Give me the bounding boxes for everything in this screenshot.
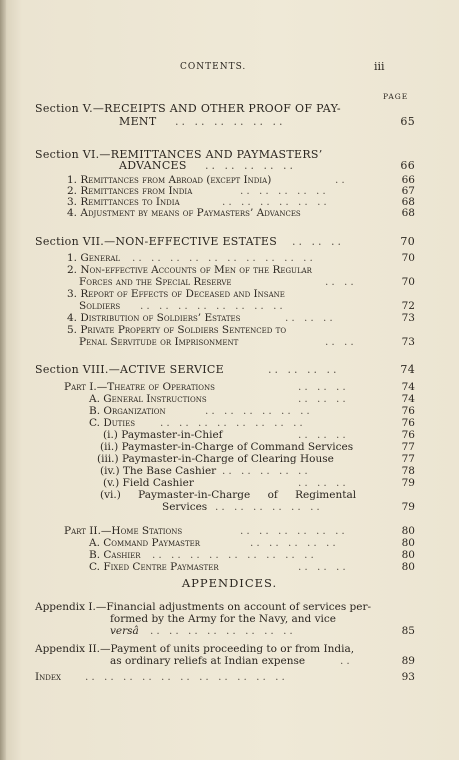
leader-dots: ..	[340, 655, 353, 667]
page-ref: 80	[401, 525, 415, 537]
page-ref: 70	[401, 276, 415, 288]
leader-dots: .. .. .. .. .. ..	[175, 115, 286, 128]
leader-dots: .. .. .. .. .. .. .. .. .. .. ..	[85, 671, 288, 683]
leader-dots: .. .. ..	[298, 393, 349, 405]
leader-dots: .. .. .. .. .. ..	[222, 196, 330, 208]
leader-dots: .. .. .. .. ..	[205, 159, 296, 172]
leader-dots: .. .. .. .. .. .. .. .. .. ..	[132, 252, 316, 264]
page-ref: 66	[400, 159, 415, 172]
item-label: (iv.) The Base Cashier	[100, 465, 217, 477]
page-ref: 73	[401, 336, 415, 348]
leader-dots: .. .. ..	[285, 312, 336, 324]
leader-dots: .. .. .. .. ..	[222, 465, 311, 477]
appendix-heading: Appendix I.—Financial adjustments on account of services per-	[35, 601, 372, 613]
page-ref: 76	[401, 417, 415, 429]
leader-dots: .. ..	[325, 336, 357, 348]
leader-dots: .. .. .. .. ..	[250, 537, 339, 549]
page-ref: 77	[401, 441, 415, 453]
page-ref: 93	[401, 671, 415, 683]
page-ref: 65	[400, 115, 415, 128]
leader-dots: .. .. .. .. .. .. .. .. ..	[152, 549, 317, 561]
leader-dots: .. ..	[325, 276, 357, 288]
page-gutter	[0, 0, 6, 760]
item-label-cont: Soldiers	[79, 300, 121, 312]
item-label: C. Duties	[89, 417, 135, 429]
item-label: A. Command Paymaster	[89, 537, 201, 549]
page-ref: 72	[401, 300, 415, 312]
item-label: 1. General	[67, 252, 121, 264]
section-heading-cont: ADVANCES	[119, 159, 187, 172]
page-ref: 66	[401, 174, 415, 186]
item-label: 1. Remittances from Abroad (except India)	[67, 174, 272, 186]
leader-dots: .. .. .. .. .. .. .. ..	[140, 300, 286, 312]
appendix-heading: Appendix II.—Payment of units proceeding to or from India,	[35, 643, 355, 655]
appendix-heading-cont: as ordinary reliefs at Indian expense	[110, 655, 306, 667]
item-label: Part I.—Theatre of Operations	[64, 381, 215, 393]
leader-dots: .. .. ..	[298, 477, 349, 489]
page-ref: 79	[401, 501, 415, 513]
appendix-heading-cont: versâ	[110, 625, 139, 637]
appendix-heading-cont: formed by the Army for the Navy, and vice	[110, 613, 336, 625]
leader-dots: .. .. .. .. .. .. .. ..	[150, 625, 296, 637]
item-label: (i.) Paymaster-in-Chief	[103, 429, 223, 441]
item-label: C. Fixed Centre Paymaster	[89, 561, 219, 573]
page-ref: 74	[401, 381, 415, 393]
leader-dots: .. .. .. .. .. ..	[205, 405, 313, 417]
page-ref: 80	[401, 549, 415, 561]
item-label: (v.) Field Cashier	[103, 477, 194, 489]
page-ref: 80	[401, 537, 415, 549]
page-ref: 68	[401, 207, 415, 219]
page-ref: 78	[401, 465, 415, 477]
page-ref: 79	[401, 477, 415, 489]
page-ref: 76	[401, 429, 415, 441]
leader-dots: .. .. .. ..	[268, 363, 340, 376]
item-label-cont: Penal Servitude or Imprisonment	[79, 336, 239, 348]
item-label: A. General Instructions	[89, 393, 207, 405]
appendices-heading: APPENDICES.	[181, 576, 278, 590]
page-ref: 76	[401, 405, 415, 417]
page-column-label: PAGE	[383, 92, 409, 101]
item-label: 5. Private Property of Soldiers Sentenced to	[67, 324, 287, 336]
leader-dots: .. .. ..	[298, 561, 349, 573]
item-label: Part II.—Home Stations	[64, 525, 183, 537]
leader-dots: .. .. ..	[298, 429, 349, 441]
leader-dots: .. .. ..	[292, 235, 344, 248]
section-heading: Section VII.—NON-EFFECTIVE ESTATES	[35, 235, 278, 248]
item-label: 4. Adjustment by means of Paymasters’ Advances	[67, 207, 301, 219]
item-label: 4. Distribution of Soldiers’ Estates	[67, 312, 241, 324]
section-heading: Section V.—RECEIPTS AND OTHER PROOF OF PAY-	[35, 102, 341, 115]
leader-dots: .. .. .. .. .. ..	[240, 525, 348, 537]
section-heading: Section VI.—REMITTANCES AND PAYMASTERS’	[35, 148, 323, 161]
item-label: (ii.) Paymaster-in-Charge of Command Services	[100, 441, 354, 453]
section-heading-cont: MENT	[119, 115, 157, 128]
page-ref: 74	[401, 393, 415, 405]
index-label: Index	[35, 671, 61, 683]
page-ref: 74	[400, 363, 415, 376]
page-ref: 80	[401, 561, 415, 573]
page-ref: 73	[401, 312, 415, 324]
leader-dots: ..	[335, 174, 348, 186]
item-label: (iii.) Paymaster-in-Charge of Clearing House	[97, 453, 334, 465]
page-ref: 67	[401, 185, 415, 197]
page-ref: 70	[401, 252, 415, 264]
page-ref: 89	[401, 655, 415, 667]
item-label: 2. Non-effective Accounts of Men of the Regular	[67, 264, 312, 276]
page-ref: 68	[401, 196, 415, 208]
item-label: B. Organization	[89, 405, 166, 417]
item-label: B. Cashier	[89, 549, 141, 561]
page-ref: 70	[400, 235, 415, 248]
item-label-cont: Services	[162, 501, 208, 513]
item-label-cont: Forces and the Special Reserve	[79, 276, 232, 288]
leader-dots: .. .. ..	[298, 381, 349, 393]
page-number: iii	[374, 60, 385, 73]
item-label: 3. Report of Effects of Deceased and Insane	[67, 288, 285, 300]
section-heading: Section VIII.—ACTIVE SERVICE	[35, 363, 224, 376]
leader-dots: .. .. .. .. .. .. .. ..	[160, 417, 306, 429]
item-label: 3. Remittances to India	[67, 196, 180, 208]
item-label: (vi.) Paymaster-in-Charge of Regimental	[100, 489, 357, 501]
leader-dots: .. .. .. .. .. ..	[215, 501, 323, 513]
running-head: CONTENTS.	[180, 62, 247, 72]
leader-dots: .. .. .. .. ..	[240, 185, 329, 197]
page-ref: 85	[401, 625, 415, 637]
page-ref: 77	[401, 453, 415, 465]
item-label: 2. Remittances from India	[67, 185, 193, 197]
